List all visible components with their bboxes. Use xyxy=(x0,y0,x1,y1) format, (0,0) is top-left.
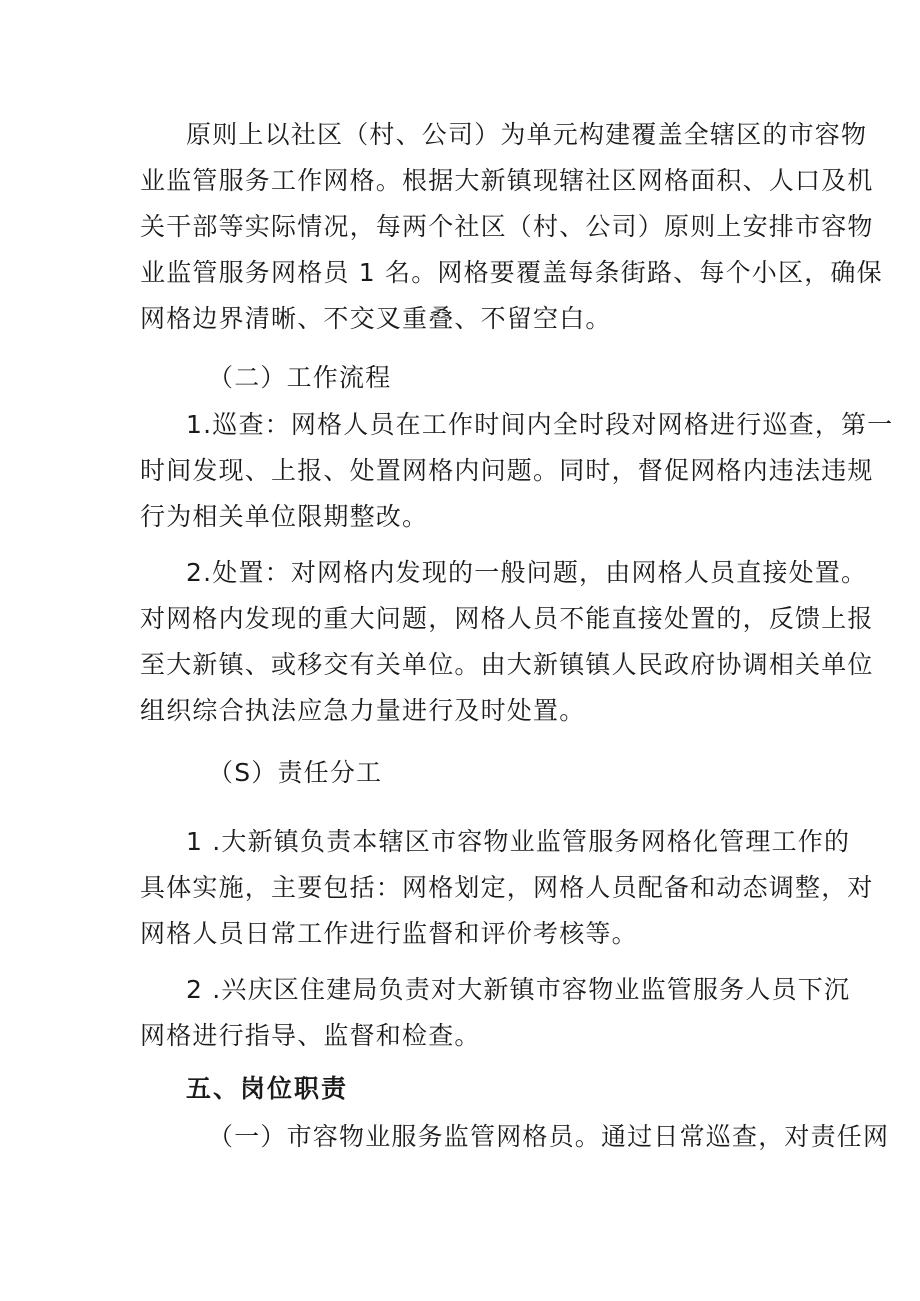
duty-2-line-1: 2 .兴庆区住建局负责对大新镇市容物业监管服务人员下沉 xyxy=(186,975,851,1004)
duty-1-line-3: 网格人员日常工作进行监督和评价考核等。 xyxy=(140,919,638,948)
duty-2-line-2: 网格进行指导、监督和检查。 xyxy=(140,1021,481,1050)
grid-member-line: （一）市容物业服务监管网格员。通过日常巡查，对责任网 xyxy=(208,1122,890,1151)
handle-line-2: 对网格内发现的重大问题，网格人员不能直接处置的，反馈上报 xyxy=(140,604,874,633)
patrol-line-3: 行为相关单位限期整改。 xyxy=(140,502,429,531)
handle-line-4: 组织综合执法应急力量进行及时处置。 xyxy=(140,696,586,725)
duty-1-line-2: 具体实施，主要包括：网格划定，网格人员配备和动态调整，对 xyxy=(140,873,874,902)
handle-line-1: 2.处置：对网格内发现的一般问题，由网格人员直接处置。 xyxy=(186,558,868,587)
patrol-line-2: 时间发现、上报、处置网格内问题。同时，督促网格内违法违规 xyxy=(140,456,874,485)
section-workflow-title: （二）工作流程 xyxy=(208,363,392,392)
scope-line-2: 业监管服务工作网格。根据大新镇现辖社区网格面积、人口及机 xyxy=(140,166,874,195)
heading-five: 五、岗位职责 xyxy=(186,1074,349,1103)
scope-line-3: 关干部等实际情况，每两个社区（村、公司）原则上安排市容物 xyxy=(140,212,874,241)
duty-1-line-1: 1 .大新镇负责本辖区市容物业监管服务网格化管理工作的 xyxy=(186,827,851,856)
patrol-line-1: 1.巡查：网格人员在工作时间内全时段对网格进行巡查，第一 xyxy=(186,410,894,439)
scope-line-1: 原则上以社区（村、公司）为单元构建覆盖全辖区的市容物 xyxy=(186,120,868,149)
section-duty-title: （S）责任分工 xyxy=(208,758,383,787)
scope-line-4: 业监管服务网格员 1 名。网格要覆盖每条街路、每个小区，确保 xyxy=(140,258,883,287)
scope-line-5: 网格边界清晰、不交叉重叠、不留空白。 xyxy=(140,304,612,333)
handle-line-3: 至大新镇、或移交有关单位。由大新镇镇人民政府协调相关单位 xyxy=(140,650,874,679)
